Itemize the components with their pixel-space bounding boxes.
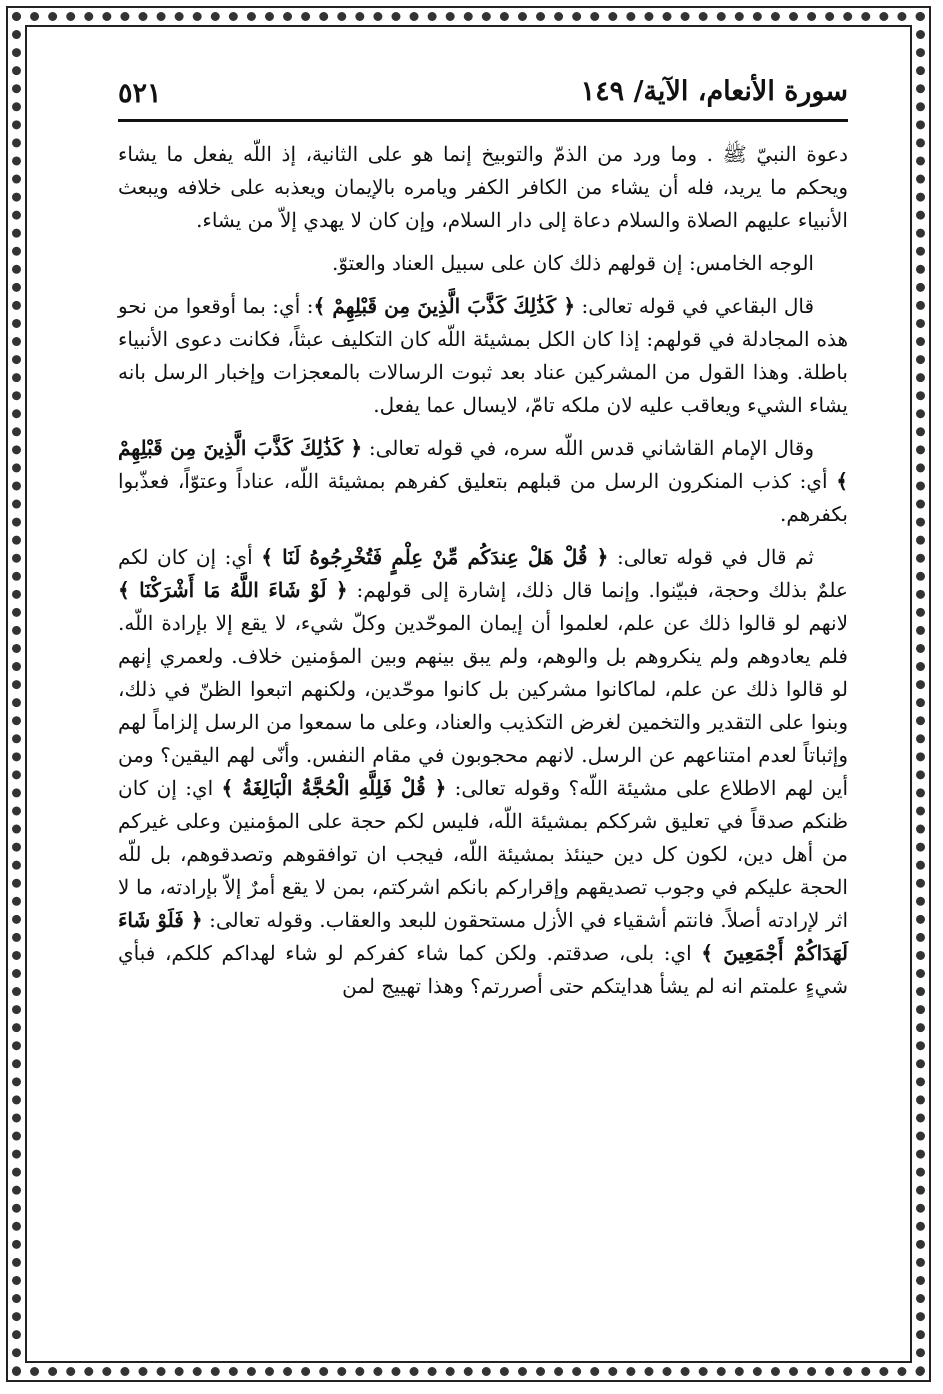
quran-verse: ﴿ كَذَٰلِكَ كَذَّبَ الَّذِينَ مِن قَبْلِهِمْ ﴾: [118, 436, 848, 493]
text-segment: اي: بلى، صدقتم. ولكن كما شاء كفركم لو شاء لهداكم كلكم، فبأي شيءٍ علمتم انه لم يشأ هدايتكم حتى أصررتم؟ وهذا تهييج لمن: [118, 941, 848, 998]
text-segment: أي: إن كان لكم علمٌ بذلك وحجة، فبيّنوا. وإنما قال ذلك، إشارة إلى قولهم:: [118, 545, 848, 602]
text-segment: ثم قال في قوله تعالى:: [608, 545, 814, 569]
paragraph-2: [118, 247, 848, 280]
text-segment: اي: إن كان ظنكم صدقاً في تعليق شرككم بمشيئة اللّه، فليس لكم حجة على المؤمنين وعلى غيركم من أهل دين، لكون كل دين حينئذ بمشيئة اللّه، فيجب ان توافقوهم وتصدقوهم، بل للّه الحجة عليكم في وجوب تصديقهم وإقراركم بانكم اشركتم، بمن لا يقع أمرٌ إلاّ بإرادته، ما لا اثر لإرادته أصلاً. فانتم أشقياء في الأزل مستحقون للبعد والعقاب. وقوله تعالى:: [118, 776, 848, 932]
text-segment: لانهم لو قالوا ذلك عن علم، لعلموا أن إيمان الموحّدين وكلّ شيء، لا يقع إلا بإرادة اللّه. فلم يعادوهم ولم ينكروهم بل والوهم، ولم يبق بينهم وبين المؤمنين خلاف. ولعمري إنهم لو قالوا ذلك عن علم، لماكانوا مشركين بل كانوا موحّدين، ولكنهم اتبعوا الظنّ في ذلك، وبنوا على التقدير والتخمين لغرض التكذيب والعناد، وعلى ما سمعوا من الرسل إلزاماً لهم وإثباتاً لعدم امتناعهم عن الرسل. لانهم محجوبون في مقام النفس. وأنّى لهم اليقين؟ ومن أين لهم الاطلاع على مشيئة اللّه؟ وقوله تعالى:: [118, 611, 849, 800]
text-segment: أي: كذب المنكرون الرسل من قبلهم بتعليق كفرهم بمشيئة اللّه، عناداً وعتوّاً، فعذّبوا بكفرهم.: [118, 469, 848, 526]
paragraph-3: [118, 290, 848, 422]
paragraph-1: [118, 138, 848, 237]
paragraph-4: [118, 432, 848, 531]
header-divider: [118, 119, 848, 122]
text-segment: الوجه الخامس: إن قولهم ذلك كان على سبيل العناد والعتوّ.: [331, 251, 814, 275]
text-segment: وقال الإمام القاشاني قدس اللّه سره، في قوله تعالى:: [362, 436, 814, 460]
paragraph-5: [118, 541, 848, 1003]
text-segment: دعوة النبيّ ﷺ . وما ورد من الذمّ والتوبيخ إنما هو على الثانية، إذ اللّه يفعل ما يشاء ويحكم ما يريد، فله أن يشاء من الكافر الكفر ويامره بالإيمان ويعذبه على خلافه ويبعث الأنبياء عليهم الصلاة والسلام دعاة إلى دار السلام، وإن كان لا يهدي إلاّ من يشاء.: [118, 142, 848, 232]
quran-verse: ﴿ قُلْ فَلِلَّهِ الْحُجَّةُ الْبَالِغَةُ ﴾: [221, 776, 447, 800]
text-segment: : أي: بما أوقعوا من نحو هذه المجادلة في قولهم: إذا كان الكل بمشيئة اللّه كان التكليف عبثاً، فكانت دعوى الأنبياء باطلة. وهذا القول من المشركين عناد بعد ثبوت الرسالات بالمعجزات وإخبار الرسل بانه يشاء الشيء ويعاقب عليه لان ملكه تامّ، لايسال عما يفعل.: [118, 294, 848, 417]
text-segment: قال البقاعي في قوله تعالى:: [575, 294, 815, 318]
quran-verse: ﴿ كَذَٰلِكَ كَذَّبَ الَّذِينَ مِن قَبْلِهِمْ ﴾: [313, 294, 576, 318]
quran-verse: ﴿ قُلْ هَلْ عِندَكُم مِّنْ عِلْمٍ فَتُخْرِجُوهُ لَنَا ﴾: [261, 545, 609, 569]
page-title: سورة الأنعام، الآية/ ١٤٩: [580, 76, 848, 107]
quran-verse: ﴿ لَوْ شَاءَ اللَّهُ مَا أَشْرَكْنَا ﴾: [118, 578, 348, 602]
quran-verse: ﴿ فَلَوْ شَاءَ لَهَدَاكُمْ أَجْمَعِينَ ﴾: [118, 908, 849, 965]
page-body: [118, 138, 848, 1013]
page-number: ٥٢١: [118, 78, 162, 109]
page-header: [118, 74, 848, 114]
